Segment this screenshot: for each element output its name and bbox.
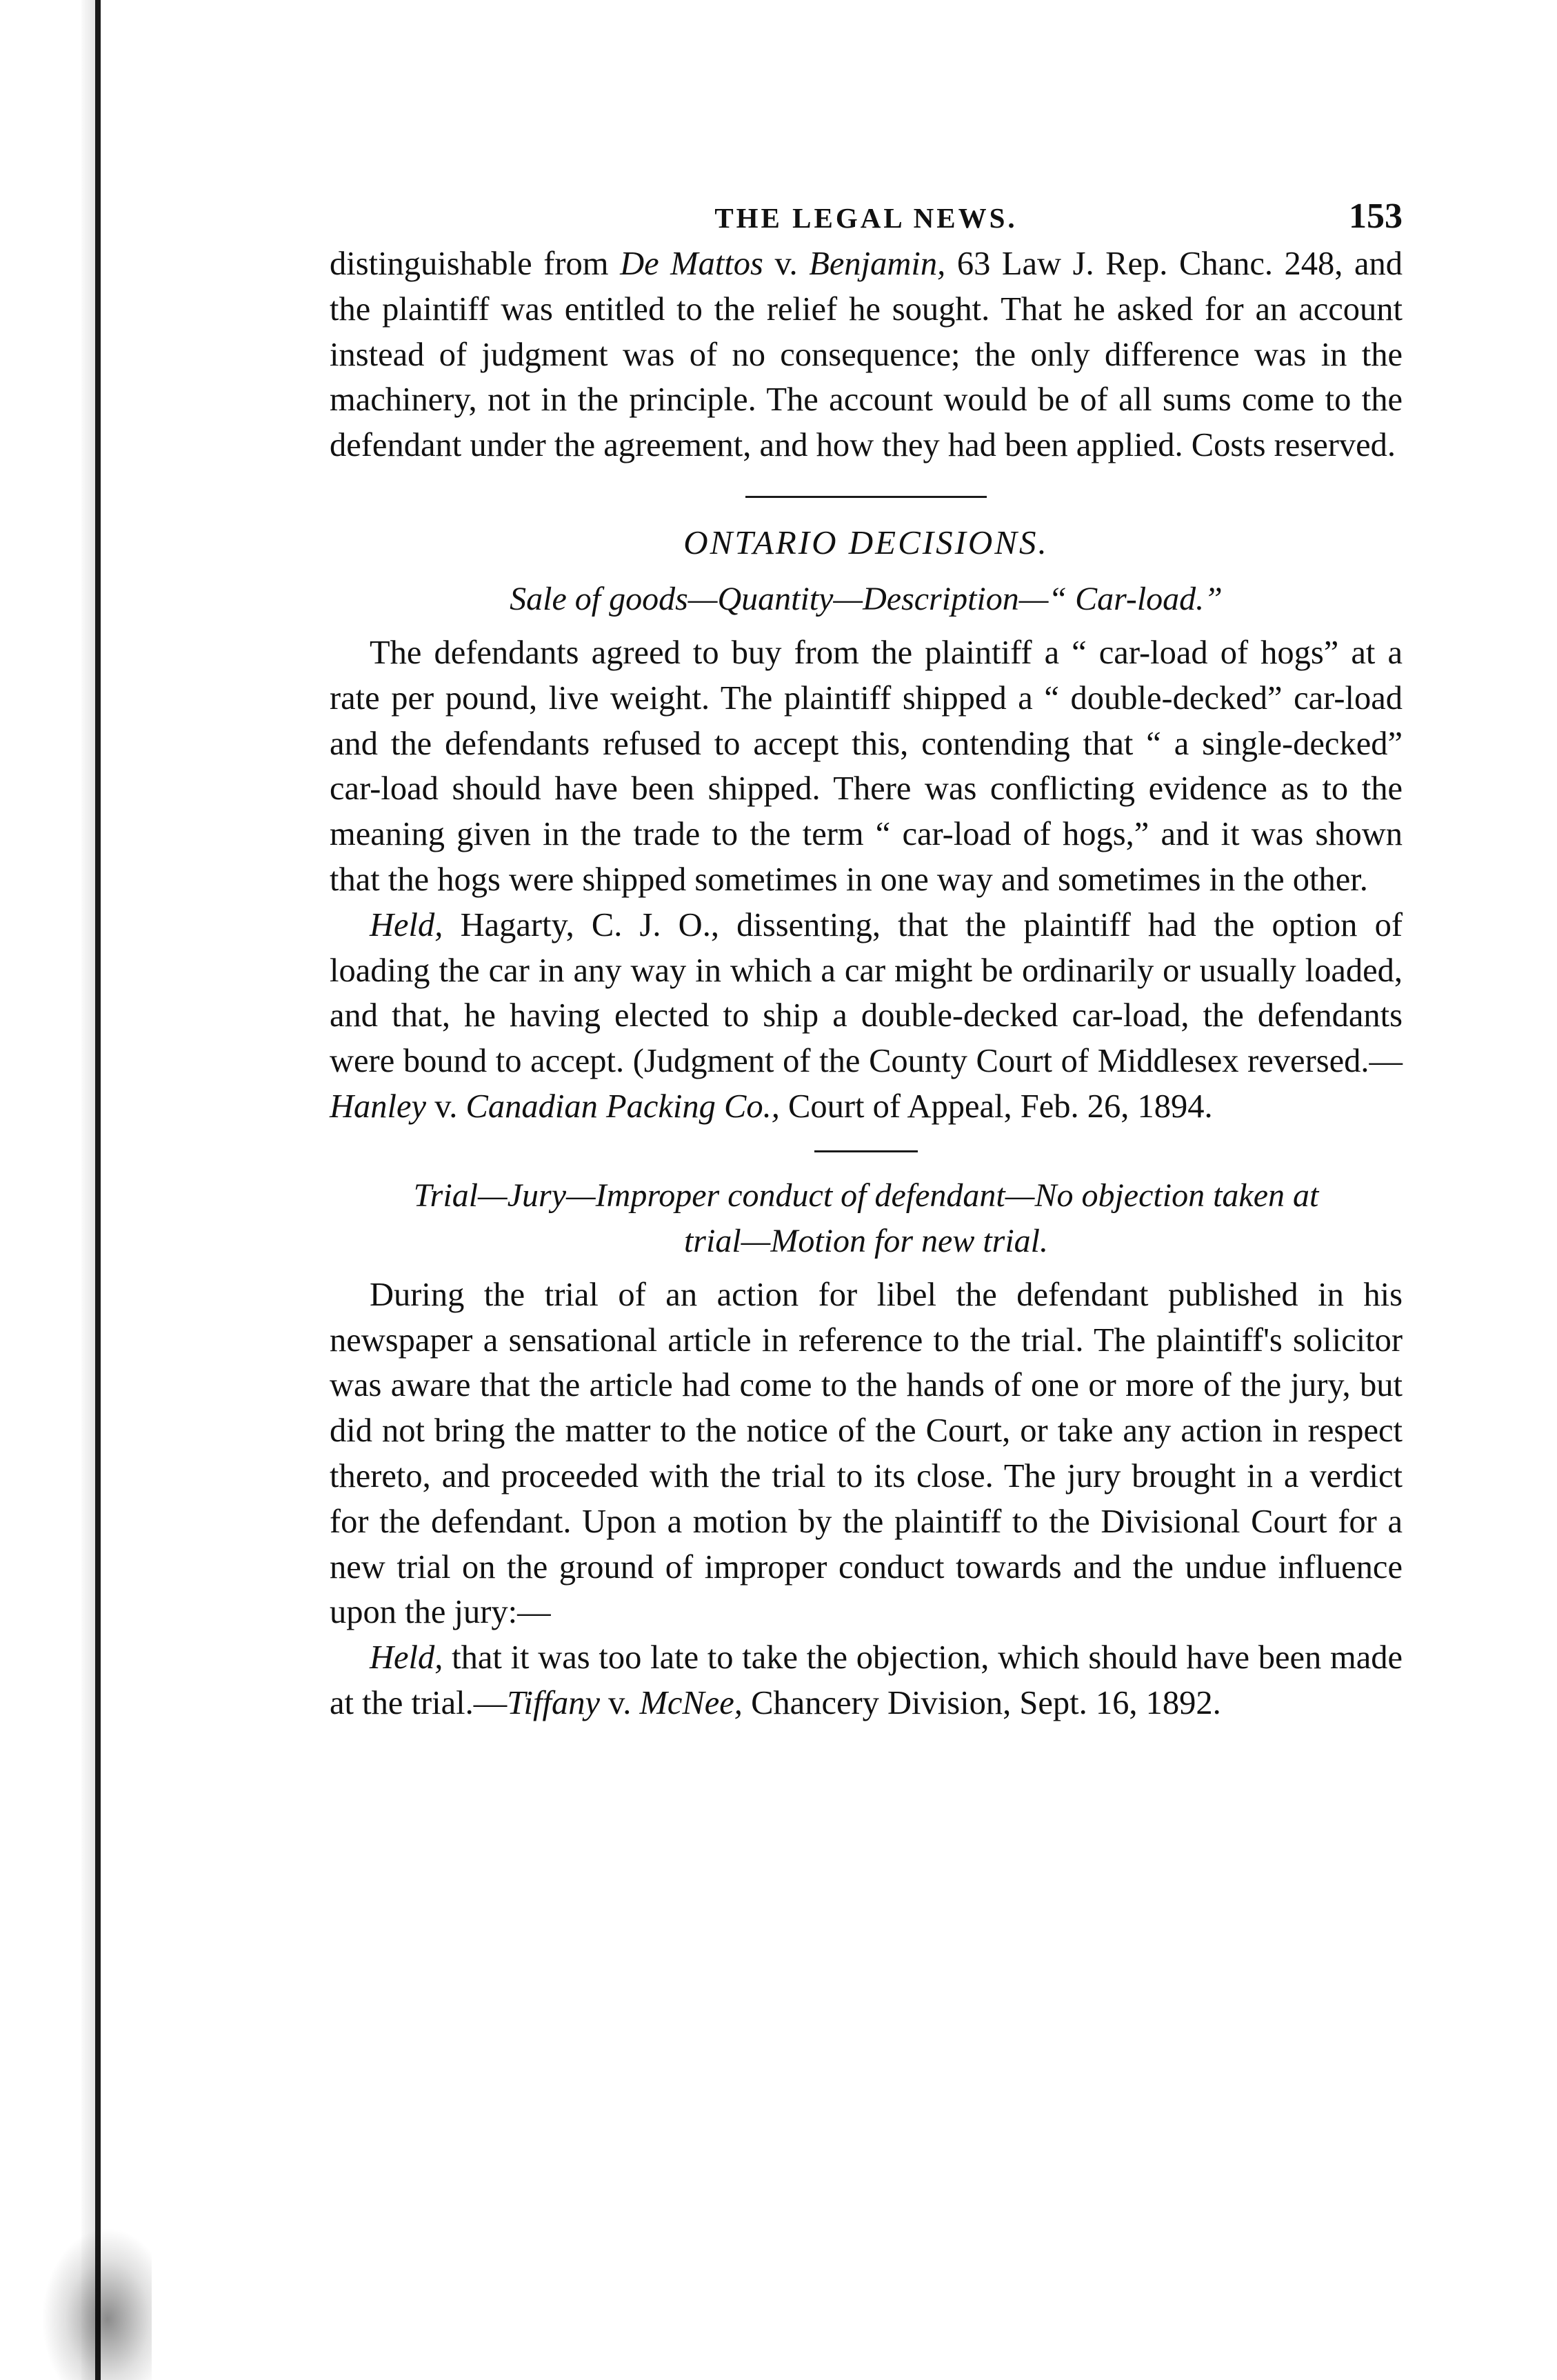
page-body bbox=[330, 186, 1403, 1726]
versus-text: v. bbox=[763, 246, 810, 282]
case-name-tiffany: Tiffany bbox=[507, 1684, 600, 1721]
case-divider bbox=[814, 1150, 918, 1152]
journal-title: THE LEGAL NEWS. bbox=[714, 202, 1018, 234]
page-binding-edge bbox=[95, 0, 101, 2380]
case-name-benjamin: Benjamin, bbox=[809, 246, 946, 282]
intro-text-continued: 63 Law J. Rep. Chanc. 248, and the plaintiff was entitled to the relief he sought. That he asked for an account instead of judgment was of no consequence; the only difference was in the machinery, not in the principle. The account would be of all sums come to the defendant under the agreement, and how they had been applied. Costs reserved. bbox=[330, 246, 1403, 464]
case-name-mcnee: McNee, bbox=[639, 1684, 743, 1721]
case1-holding bbox=[330, 903, 1403, 1130]
case1-headnote: Sale of goods—Quantity—Description—“ Car-load.” bbox=[510, 580, 1223, 617]
case2-headnote-line2: trial—Motion for new trial. bbox=[683, 1222, 1049, 1259]
case2-headnote-line1: Trial—Jury—Improper conduct of defendant—No objection taken at bbox=[413, 1177, 1319, 1214]
case-name-hanley: Hanley bbox=[330, 1088, 427, 1125]
case1-citation: Court of Appeal, Feb. 26, 1894. bbox=[779, 1088, 1213, 1125]
versus-text: v. bbox=[426, 1088, 466, 1125]
case1-holding-text: Hagarty, C. J. O., dissenting, that the plaintiff had the option of loading the car in any way in which a car might be ordinarily or usually loaded, and that, he having elected to ship a double-decked car-load, the defendants were bound to accept. (Judgment of the County Court of Middlesex reversed.— bbox=[330, 906, 1403, 1080]
case2-citation: Chancery Division, Sept. 16, 1892. bbox=[742, 1684, 1221, 1721]
held-label: Held, bbox=[370, 906, 443, 943]
case2-headnote bbox=[330, 1173, 1403, 1264]
intro-paragraph bbox=[330, 241, 1403, 468]
binding-smudge bbox=[41, 2228, 152, 2380]
case2-holding-text: that it was too late to take the objection, which should have been made at the trial.— bbox=[330, 1639, 1403, 1721]
versus-text: v. bbox=[599, 1684, 640, 1721]
case2-holding bbox=[330, 1635, 1403, 1726]
intro-text: distinguishable from bbox=[330, 246, 621, 282]
case-name-canadian-packing: Canadian Packing Co., bbox=[465, 1088, 780, 1125]
section-divider bbox=[745, 496, 987, 498]
binding-shadow bbox=[81, 0, 95, 2380]
held-label: Held, bbox=[370, 1639, 443, 1677]
running-head bbox=[330, 186, 1403, 241]
section-title: ONTARIO DECISIONS. bbox=[683, 523, 1049, 561]
case2-facts: During the trial of an action for libel the defendant published in his newspaper a sensational article in reference to the trial. The plaintiff's solicitor was aware that the article had come to the hands of one or more of the jury, but did not bring the matter to the notice of the Court, or take any action in respect thereto, and proceeded with the trial to its close. The jury brought in a verdict for the defendant. Upon a motion by the plaintiff to the Divisional Court for a new trial on the ground of improper conduct towards and the undue influence upon the jury:— bbox=[330, 1276, 1403, 1631]
case1-facts: The defendants agreed to buy from the plaintiff a “ car-load of hogs” at a rate per pound, live weight. The plaintiff shipped a “ double-decked” car-load and the defendants refused to accept this, contending that “ a single-decked” car-load should have been shipped. There was conflicting evidence as to the meaning given in the trade to the term “ car-load of hogs,” and it was shown that the hogs were shipped sometimes in one way and sometimes in the other. bbox=[330, 634, 1403, 898]
case-name-de-mattos: De Mattos bbox=[620, 246, 763, 282]
page-number: 153 bbox=[1349, 197, 1403, 236]
